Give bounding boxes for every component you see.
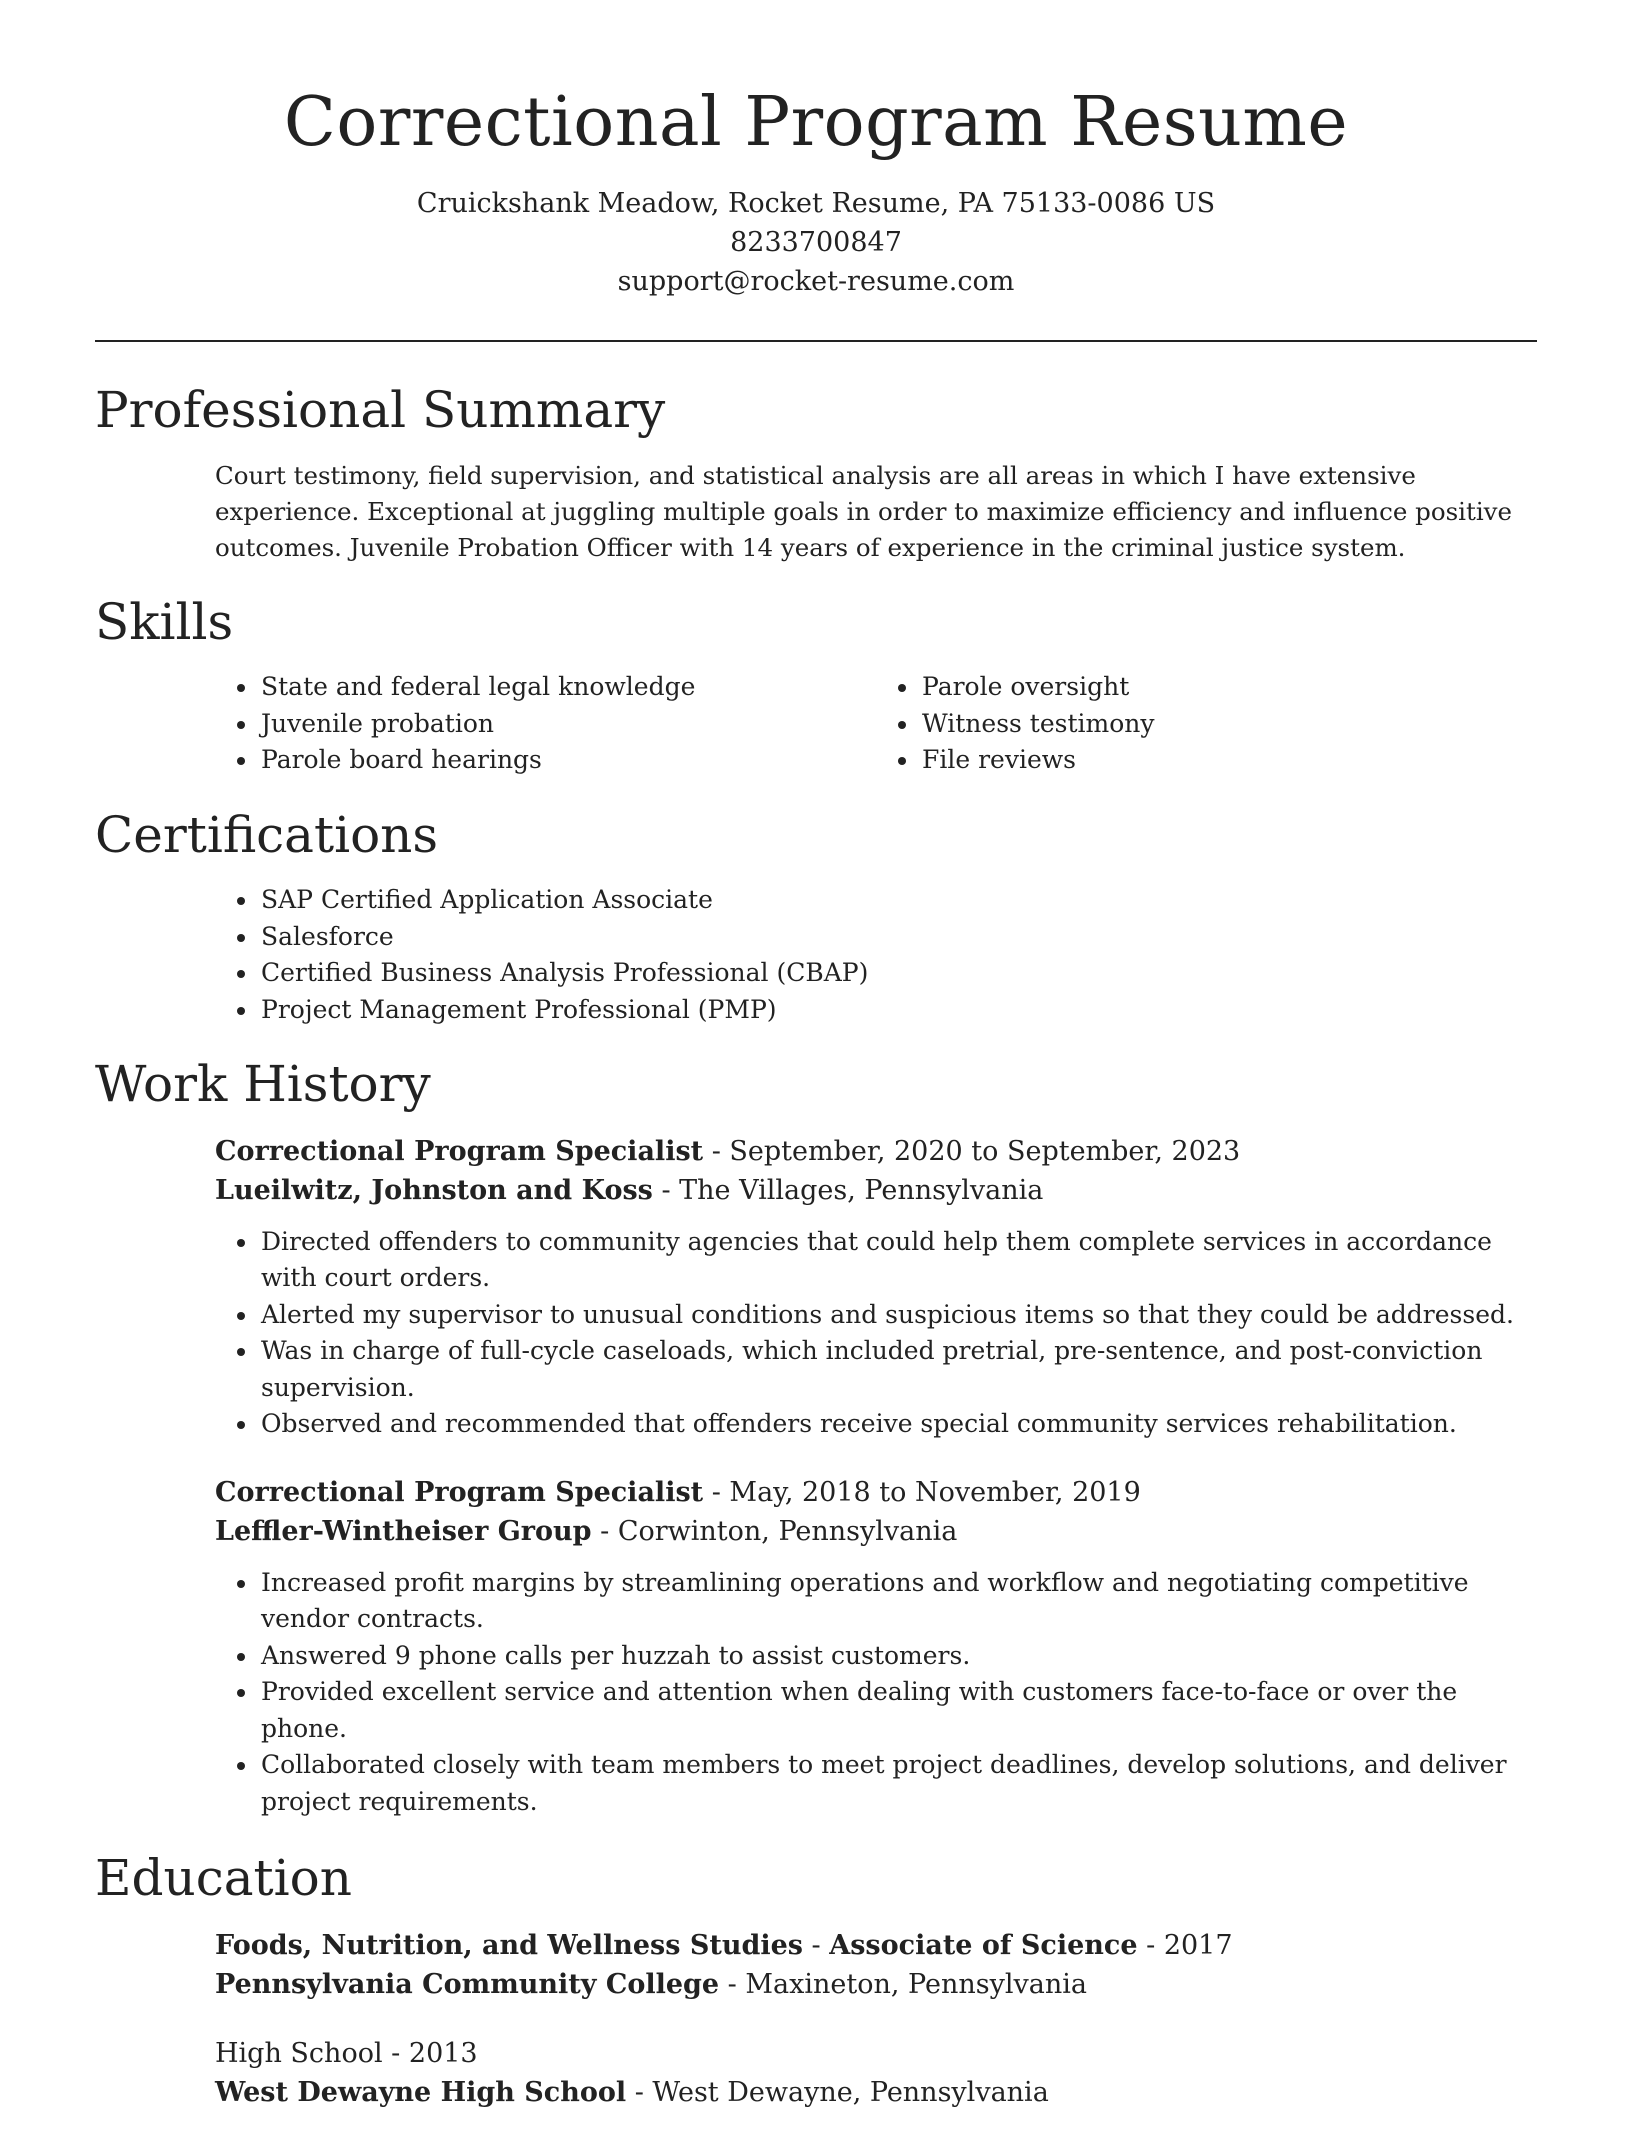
education-section: [95, 1850, 1537, 2112]
education-year: 2013: [408, 2037, 478, 2069]
job-dates: September, 2020 to September, 2023: [729, 1135, 1241, 1167]
skills-list-right: [876, 669, 1537, 779]
education-location: West Dewayne, Pennsylvania: [652, 2076, 1049, 2108]
education-heading: Education: [95, 1849, 352, 1907]
education-degree-line: High School - 2013: [215, 2037, 478, 2069]
skills-list-left: [215, 669, 876, 779]
contact-address: Cruickshank Meadow, Rocket Resume, PA 75133-0086 US: [416, 188, 1216, 220]
certification-item: • Project Management Professional (PMP): [259, 992, 1537, 1029]
job-entry: [95, 1132, 1537, 1443]
job-bullets: [215, 1224, 1537, 1443]
job-bullet: • Provided excellent service and attention when dealing with customers face-to-face or over the phone.: [259, 1674, 1537, 1747]
contact-phone: 8233700847: [730, 227, 902, 259]
education-field: Foods, Nutrition, and Wellness Studies: [215, 1929, 803, 1961]
resume-header: [0, 0, 1632, 301]
job-company-line: Leffler-Wintheiser Group - Corwinton, Pennsylvania: [215, 1515, 958, 1547]
job-bullet: • Collaborated closely with team members to meet project deadlines, develop solutions, and deliver project requirements.: [259, 1747, 1537, 1820]
education-location: Maxineton, Pennsylvania: [745, 1968, 1087, 2000]
work-history-heading: Work History: [95, 1055, 431, 1113]
job-company: Lueilwitz, Johnston and Koss: [215, 1174, 653, 1206]
job-bullet: • Answered 9 phone calls per huzzah to assist customers.: [259, 1638, 1537, 1675]
job-company-line: Lueilwitz, Johnston and Koss - The Villages, Pennsylvania: [215, 1174, 1044, 1206]
education-school: West Dewayne High School: [215, 2076, 627, 2108]
certification-item: • SAP Certified Application Associate: [259, 882, 1537, 919]
skill-item: • File reviews: [920, 742, 1537, 779]
job-entry: [95, 1473, 1537, 1821]
education-year: 2017: [1163, 1929, 1233, 1961]
job-company: Leffler-Wintheiser Group: [215, 1515, 592, 1547]
education-entry: [95, 1926, 1537, 2004]
education-school-line: Pennsylvania Community College - Maxineton, Pennsylvania: [215, 1968, 1087, 2000]
summary-section: [95, 382, 1537, 566]
contact-email: support@rocket-resume.com: [617, 266, 1015, 298]
summary-text: Court testimony, field supervision, and statistical analysis are all areas in which I have extensive experience. Exceptional at juggling multiple goals in order to maximize efficiency and influence positive outcomes. Juvenile Probation Officer with 14 years of experience in the criminal justice system.: [215, 460, 1512, 562]
job-bullets: [215, 1565, 1537, 1821]
education-degree: Associate of Science: [829, 1929, 1138, 1961]
job-location: Corwinton, Pennsylvania: [617, 1515, 958, 1547]
certifications-section: [95, 807, 1537, 1029]
resume-name: Correctional Program Resume: [283, 83, 1349, 162]
job-bullet: • Alerted my supervisor to unusual conditions and suspicious items so that they could be addressed.: [259, 1297, 1537, 1334]
summary-heading: Professional Summary: [95, 381, 666, 439]
skill-item: • Parole oversight: [920, 669, 1537, 706]
job-bullet: • Increased profit margins by streamlining operations and workflow and negotiating competitive vendor contracts.: [259, 1565, 1537, 1638]
contact-block: [0, 184, 1632, 301]
job-title-line: Correctional Program Specialist - September, 2020 to September, 2023: [215, 1135, 1241, 1167]
job-title: Correctional Program Specialist: [215, 1135, 704, 1167]
education-school-line: West Dewayne High School - West Dewayne, Pennsylvania: [215, 2076, 1049, 2108]
skill-item: • State and federal legal knowledge: [259, 669, 876, 706]
skills-heading: Skills: [95, 592, 234, 651]
education-entry: [95, 2034, 1537, 2112]
skills-section: [95, 594, 1537, 779]
skill-item: • Juvenile probation: [259, 706, 876, 743]
job-location: The Villages, Pennsylvania: [679, 1174, 1044, 1206]
resume-content: [95, 382, 1537, 2142]
job-bullet: • Observed and recommended that offenders receive special community services rehabilitation.: [259, 1406, 1537, 1443]
job-bullet: • Directed offenders to community agencies that could help them complete services in accordance with court orders.: [259, 1224, 1537, 1297]
certifications-list: [215, 882, 1537, 1028]
job-title: Correctional Program Specialist: [215, 1476, 704, 1508]
work-history-section: [95, 1056, 1537, 1820]
education-degree-line: Foods, Nutrition, and Wellness Studies - Associate of Science - 2017: [215, 1929, 1233, 1961]
job-bullet: • Was in charge of full-cycle caseloads, which included pretrial, pre-sentence, and post-conviction supervision.: [259, 1333, 1537, 1406]
job-dates: May, 2018 to November, 2019: [729, 1476, 1141, 1508]
header-divider: [95, 340, 1537, 342]
skill-item: • Witness testimony: [920, 706, 1537, 743]
education-school: Pennsylvania Community College: [215, 1968, 720, 2000]
certification-item: • Salesforce: [259, 919, 1537, 956]
skill-item: • Parole board hearings: [259, 742, 876, 779]
certification-item: • Certified Business Analysis Professional (CBAP): [259, 955, 1537, 992]
certifications-heading: Certifications: [95, 805, 439, 864]
education-degree: High School: [215, 2037, 383, 2069]
job-title-line: Correctional Program Specialist - May, 2018 to November, 2019: [215, 1476, 1141, 1508]
